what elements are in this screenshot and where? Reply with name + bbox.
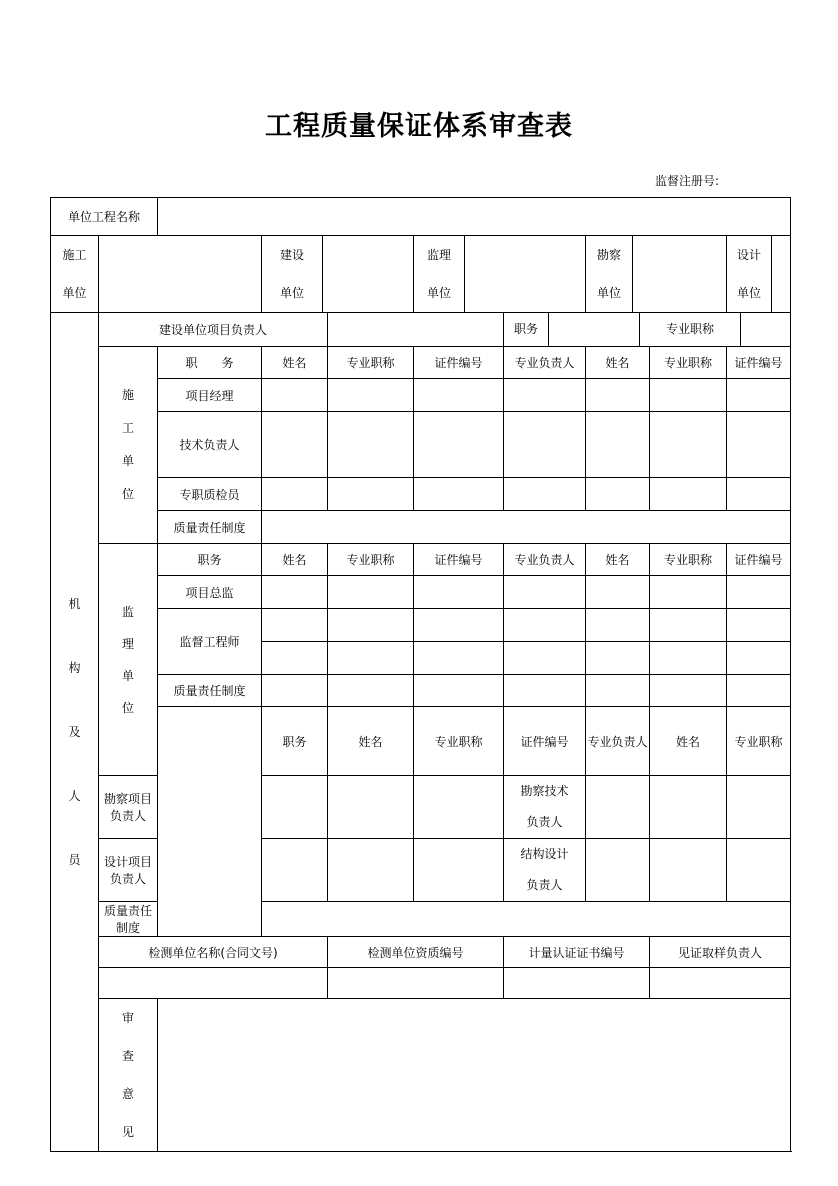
header-title: 专业职称 [414, 707, 504, 776]
testing-header-row [51, 937, 791, 968]
testing-qualification-no-header: 检测单位资质编号 [328, 937, 504, 968]
header-name: 姓名 [262, 544, 328, 576]
design-quality-system-label: 质量责任制度 [99, 902, 158, 937]
survey-tech-lead-label: 勘察技术 负责人 [504, 776, 586, 839]
owner-position-label: 职务 [504, 313, 549, 346]
role-chief-supervisor: 项目总监 [158, 576, 262, 609]
design-unit-cell[interactable] [727, 236, 791, 313]
header-specialty-lead: 专业负责人 [504, 347, 586, 379]
construction-unit-label: 施工 单位 [51, 236, 99, 313]
metrology-cert-no-value[interactable] [504, 968, 650, 999]
project-name-label: 单位工程名称 [51, 198, 158, 236]
table-row [51, 412, 791, 478]
design-unit-value[interactable] [772, 236, 790, 312]
supervision-side-label: 监 理 单 位 [99, 544, 158, 776]
header-specialty-lead: 专业负责人 [586, 707, 650, 776]
table-row [51, 675, 791, 707]
design-unit-label: 设计 单位 [727, 236, 772, 312]
owner-rep-label: 建设单位项目负责人 [99, 313, 328, 347]
review-opinion-label: 审 查 意 见 [99, 999, 158, 1152]
header-position: 职务 [262, 707, 328, 776]
header-cert-no: 证件编号 [414, 347, 504, 379]
header-cert-no: 证件编号 [727, 544, 791, 576]
owner-rep-details [504, 313, 791, 347]
table-row [51, 379, 791, 412]
survey-unit-value[interactable] [633, 236, 726, 312]
header-cert-no: 证件编号 [504, 707, 586, 776]
header-title: 专业职称 [328, 544, 414, 576]
header-name: 姓名 [328, 707, 414, 776]
design-quality-system-value[interactable] [262, 902, 791, 937]
owner-rep-value[interactable] [328, 313, 504, 347]
quality-system-review-table [50, 197, 791, 1152]
builder-unit-cell[interactable] [262, 236, 414, 313]
builder-unit-value[interactable] [323, 236, 413, 312]
header-specialty-lead: 专业负责人 [504, 544, 586, 576]
construction-header-row [51, 347, 791, 379]
witness-sampling-lead-value[interactable] [650, 968, 791, 999]
table-row [51, 576, 791, 609]
survey-project-lead-label: 勘察项目负责人 [99, 776, 158, 839]
design-project-lead-label: 设计项目负责人 [99, 839, 158, 902]
header-name: 姓名 [586, 347, 650, 379]
role-quality-inspector: 专职质检员 [158, 478, 262, 511]
role-project-manager: 项目经理 [158, 379, 262, 412]
org-personnel-side-label: 机 构 及 人 员 [51, 313, 99, 1152]
design-header-row [51, 707, 791, 776]
header-name: 姓名 [262, 347, 328, 379]
header-name: 姓名 [586, 544, 650, 576]
owner-title-label: 专业职称 [640, 313, 741, 346]
table-row [51, 478, 791, 511]
construction-unit-value[interactable] [99, 236, 262, 313]
supervisor-unit-value[interactable] [465, 236, 585, 312]
role-technical-lead: 技术负责人 [158, 412, 262, 478]
table-row [51, 609, 791, 642]
header-title: 专业职称 [650, 347, 727, 379]
owner-title-value[interactable] [741, 313, 790, 346]
supervision-quality-system-label: 质量责任制度 [158, 675, 262, 707]
construction-quality-system-value[interactable] [262, 511, 791, 544]
testing-qualification-no-value[interactable] [328, 968, 504, 999]
header-position: 职务 [158, 544, 262, 576]
header-title: 专业职称 [328, 347, 414, 379]
testing-value-row [51, 968, 791, 999]
supervision-reg-no-label: 监督注册号: [655, 174, 720, 188]
header-cert-no: 证件编号 [414, 544, 504, 576]
header-cert-no: 证件编号 [727, 347, 791, 379]
metrology-cert-no-header: 计量认证证书编号 [504, 937, 650, 968]
witness-sampling-lead-header: 见证取样负责人 [650, 937, 791, 968]
role-supervision-engineer: 监督工程师 [158, 609, 262, 675]
design-side-blank [158, 707, 262, 937]
survey-unit-cell[interactable] [586, 236, 727, 313]
form-title: 工程质量保证体系审查表 [265, 111, 573, 142]
review-opinion-value[interactable] [158, 999, 791, 1152]
testing-unit-name-header: 检测单位名称(合同文号) [99, 937, 328, 968]
header-title: 专业职称 [650, 544, 727, 576]
supervisor-unit-cell[interactable] [414, 236, 586, 313]
structural-design-lead-label: 结构设计 负责人 [504, 839, 586, 902]
project-name-value[interactable] [158, 198, 791, 236]
header-name: 姓名 [650, 707, 727, 776]
owner-position-value[interactable] [549, 313, 640, 346]
construction-side-label: 施 工 单 位 [99, 347, 158, 544]
header-position: 职 务 [158, 347, 262, 379]
construction-quality-system-label: 质量责任制度 [158, 511, 262, 544]
survey-unit-label: 勘察 单位 [586, 236, 633, 312]
header-title: 专业职称 [727, 707, 791, 776]
builder-unit-label: 建设 单位 [262, 236, 323, 312]
testing-unit-name-value[interactable] [99, 968, 328, 999]
table-row [51, 511, 791, 544]
supervisor-unit-label: 监理 单位 [414, 236, 465, 312]
supervision-header-row [51, 544, 791, 576]
